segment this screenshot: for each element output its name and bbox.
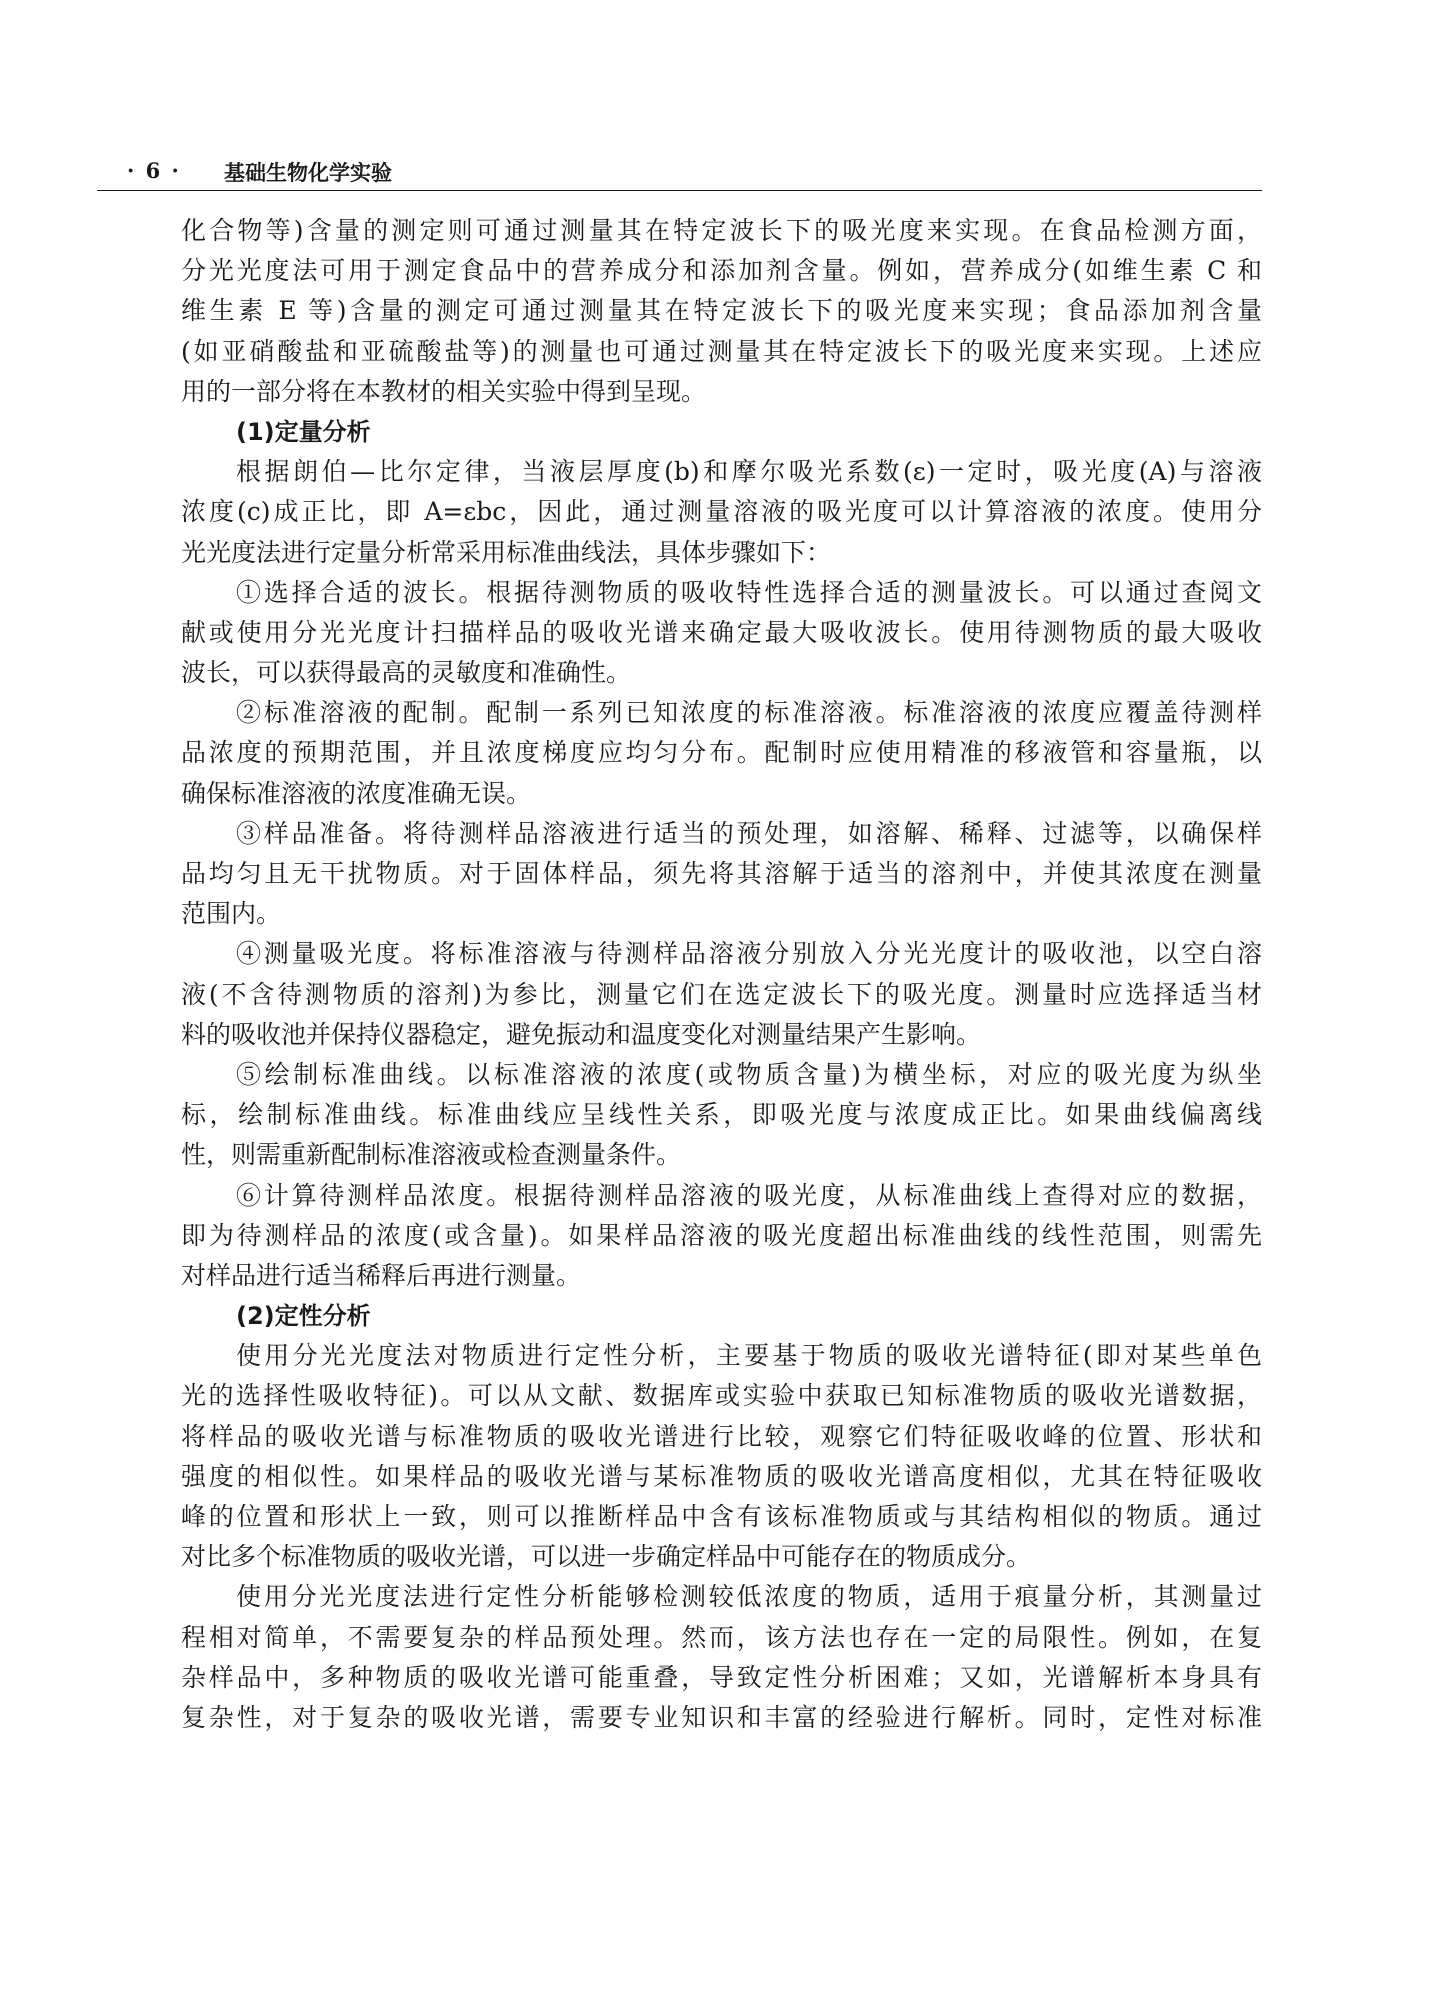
text-line: 强度的相似性。如果样品的吸收光谱与某标准物质的吸收光谱高度相似，尤其在特征吸收: [181, 1461, 1262, 1491]
text-line: 杂样品中，多种物质的吸收光谱可能重叠，导致定性分析困难；又如，光谱解析本身具有: [181, 1662, 1262, 1692]
text-line: 即为待测样品的浓度(或含量)。如果样品溶液的吸光度超出标准曲线的线性范围，则需先: [181, 1220, 1262, 1250]
text-line: 品均匀且无干扰物质。对于固体样品，须先将其溶解于适当的溶剂中，并使其浓度在测量: [181, 859, 1262, 888]
page-number: · 6 ·: [127, 158, 181, 183]
text-line: 对比多个标准物质的吸收光谱，可以进一步确定样品中可能存在的物质成分。: [181, 1542, 1032, 1572]
text-line: 波长，可以获得最高的灵敏度和准确性。: [181, 658, 632, 688]
text-line: ④测量吸光度。将标准溶液与待测样品溶液分别放入分光光度计的吸收池，以空白溶: [236, 939, 1262, 969]
text-line: 复杂性，对于复杂的吸收光谱，需要专业知识和丰富的经验进行解析。同时，定性对标准: [181, 1702, 1262, 1732]
text-line: ⑥计算待测样品浓度。根据待测样品溶液的吸光度，从标准曲线上查得对应的数据，: [236, 1180, 1262, 1210]
text-line: 化合物等)含量的测定则可通过测量其在特定波长下的吸光度来实现。在食品检测方面，: [181, 216, 1262, 245]
text-line: 使用分光光度法对物质进行定性分析，主要基于物质的吸收光谱特征(即对某些单色: [236, 1341, 1262, 1371]
text-line: 对样品进行适当稀释后再进行测量。: [181, 1260, 582, 1290]
text-line: 料的吸收池并保持仪器稳定，避免振动和温度变化对测量结果产生影响。: [181, 1019, 982, 1049]
text-line: 将样品的吸收光谱与标准物质的吸收光谱进行比较，观察它们特征吸收峰的位置、形状和: [181, 1421, 1262, 1451]
text-line: ⑤绘制标准曲线。以标准溶液的浓度(或物质含量)为横坐标，对应的吸光度为纵坐: [236, 1059, 1262, 1089]
text-line: 献或使用分光光度计扫描样品的吸收光谱来确定最大吸收波长。使用待测物质的最大吸收: [181, 617, 1262, 647]
text-line: 用的一部分将在本教材的相关实验中得到呈现。: [181, 376, 707, 406]
section-heading-quantitative: (1)定量分析: [236, 417, 371, 446]
body-text: [181, 211, 1262, 1738]
running-header: [97, 154, 1262, 191]
text-line: 光光度法进行定量分析常采用标准曲线法，具体步骤如下：: [181, 537, 832, 567]
text-line: 范围内。: [181, 899, 282, 929]
text-line: 液(不含待测物质的溶剂)为参比，测量它们在选定波长下的吸光度。测量时应选择适当材: [181, 979, 1262, 1009]
text-line: 分光光度法可用于测定食品中的营养成分和添加剂含量。例如，营养成分(如维生素 C 和: [181, 256, 1262, 286]
text-line: 程相对简单，不需要复杂的样品预处理。然而，该方法也存在一定的局限性。例如，在复: [181, 1622, 1262, 1652]
text-line: (如亚硝酸盐和亚硫酸盐等)的测量也可通过测量其在特定波长下的吸光度来实现。上述应: [181, 336, 1262, 366]
text-line: 确保标准溶液的浓度准确无误。: [181, 778, 532, 808]
section-heading-qualitative: (2)定性分析: [236, 1302, 371, 1331]
text-line: 性，则需重新配制标准溶液或检查测量条件。: [181, 1140, 682, 1170]
text-line: ①选择合适的波长。根据待测物质的吸收特性选择合适的测量波长。可以通过查阅文: [236, 577, 1262, 607]
text-line: 光的选择性吸收特征)。可以从文献、数据库或实验中获取已知标准物质的吸收光谱数据，: [181, 1381, 1262, 1411]
text-line: 品浓度的预期范围，并且浓度梯度应均匀分布。配制时应使用精准的移液管和容量瓶，以: [181, 738, 1262, 768]
text-line: ③样品准备。将待测样品溶液进行适当的预处理，如溶解、稀释、过滤等，以确保样: [236, 818, 1262, 848]
text-line: 根据朗伯—比尔定律，当液层厚度(b)和摩尔吸光系数(ε)一定时，吸光度(A)与溶液: [236, 457, 1262, 487]
text-line: ②标准溶液的配制。配制一系列已知浓度的标准溶液。标准溶液的浓度应覆盖待测样: [236, 698, 1262, 728]
book-title: 基础生物化学实验: [224, 161, 392, 185]
text-line: 标，绘制标准曲线。标准曲线应呈线性关系，即吸光度与浓度成正比。如果曲线偏离线: [181, 1100, 1262, 1130]
text-line: 维生素 E 等)含量的测定可通过测量其在特定波长下的吸光度来实现；食品添加剂含量: [181, 296, 1262, 326]
text-line: 峰的位置和形状上一致，则可以推断样品中含有该标准物质或与其结构相似的物质。通过: [181, 1502, 1262, 1531]
text-line: 浓度(c)成正比，即 A=εbc，因此，通过测量溶液的吸光度可以计算溶液的浓度。使用分: [181, 497, 1262, 527]
text-line: 使用分光光度法进行定性分析能够检测较低浓度的物质，适用于痕量分析，其测量过: [236, 1582, 1262, 1612]
